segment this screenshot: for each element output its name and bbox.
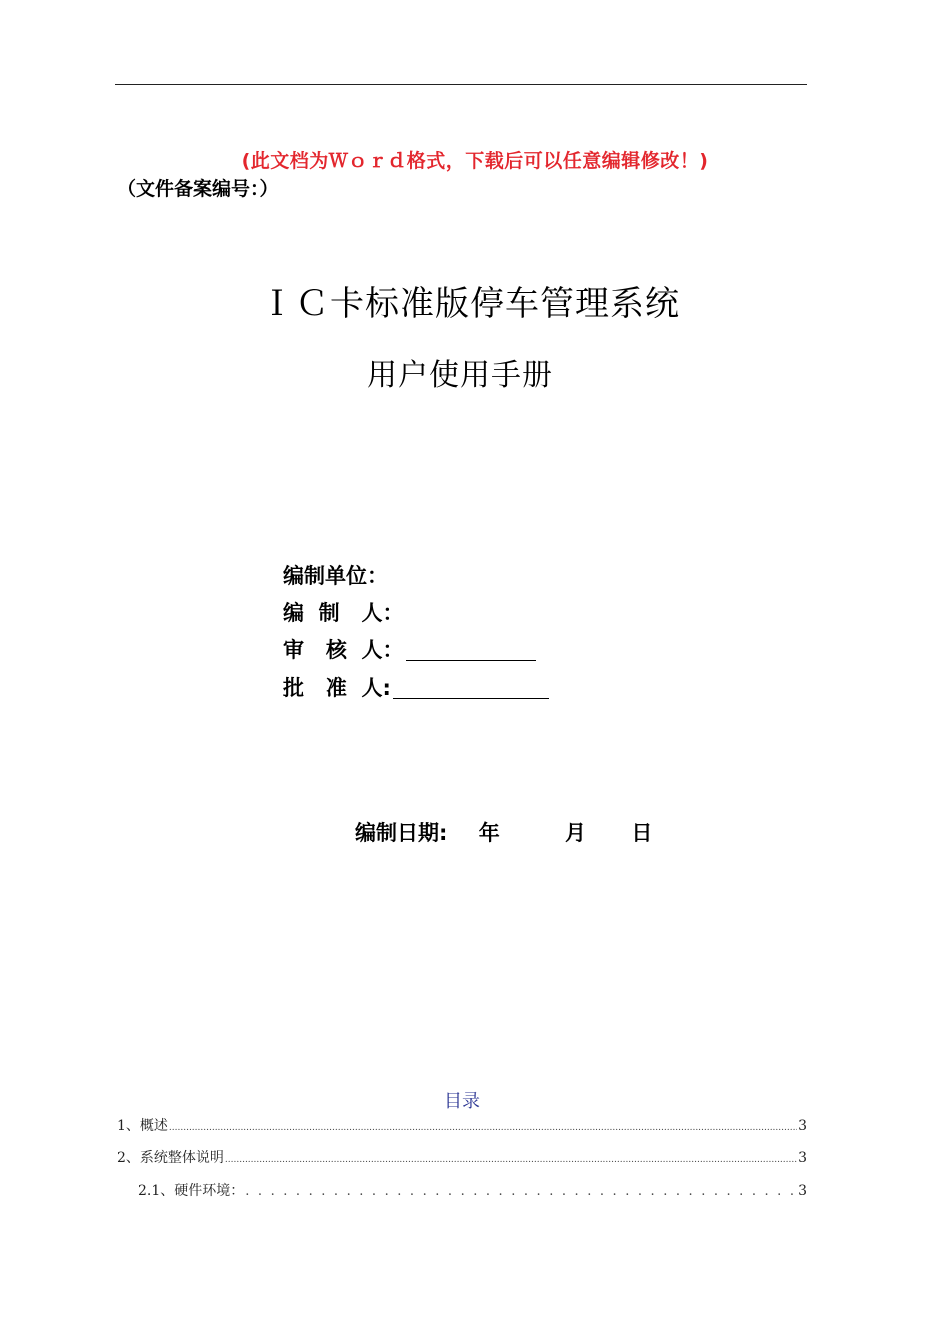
- date-year: 年: [478, 821, 500, 845]
- form-row-approver: [283, 672, 549, 702]
- form-row-unit: [283, 560, 388, 590]
- date-label: 编制日期:: [355, 821, 448, 845]
- date-month: 月: [565, 821, 587, 845]
- reviewer-label: 审 核 人：: [283, 638, 404, 662]
- unit-label: 编制单位：: [283, 564, 388, 588]
- toc-entry-label: 1、概述: [117, 1118, 168, 1134]
- toc-entry-page: 3: [798, 1183, 807, 1199]
- reviewer-signature-line: [406, 660, 536, 661]
- toc-entry[interactable]: [117, 1147, 807, 1167]
- toc-leader-dots: [169, 1118, 797, 1134]
- format-notice: (此文档为Ｗｏｒｄ格式，下载后可以任意编辑修改！): [241, 150, 709, 172]
- toc-title: 目录: [444, 1091, 480, 1112]
- toc-entry-page: 3: [798, 1150, 807, 1166]
- approver-signature-line: [393, 698, 549, 699]
- document-subtitle: 用户使用手册: [367, 358, 553, 393]
- toc-entry[interactable]: [138, 1180, 807, 1200]
- toc-entry-page: 3: [798, 1118, 807, 1134]
- compile-date: [355, 817, 652, 847]
- toc-leader-dots: [245, 1183, 797, 1199]
- form-row-reviewer: [283, 634, 536, 664]
- author-label: 编 制 人：: [283, 601, 404, 625]
- document-title: ＩＣ卡标准版停车管理系统: [260, 284, 680, 324]
- header-rule: [115, 84, 807, 85]
- approver-label: 批 准 人:: [283, 676, 391, 700]
- date-day: 日: [631, 821, 653, 845]
- toc-entry-label: 2.1、硬件环境：: [138, 1183, 245, 1199]
- form-row-author: [283, 597, 404, 627]
- toc-entry[interactable]: [117, 1115, 807, 1135]
- toc-leader-dots: [225, 1150, 797, 1166]
- toc-entry-label: 2、系统整体说明: [117, 1150, 224, 1166]
- file-number-label: （文件备案编号：）: [117, 178, 279, 200]
